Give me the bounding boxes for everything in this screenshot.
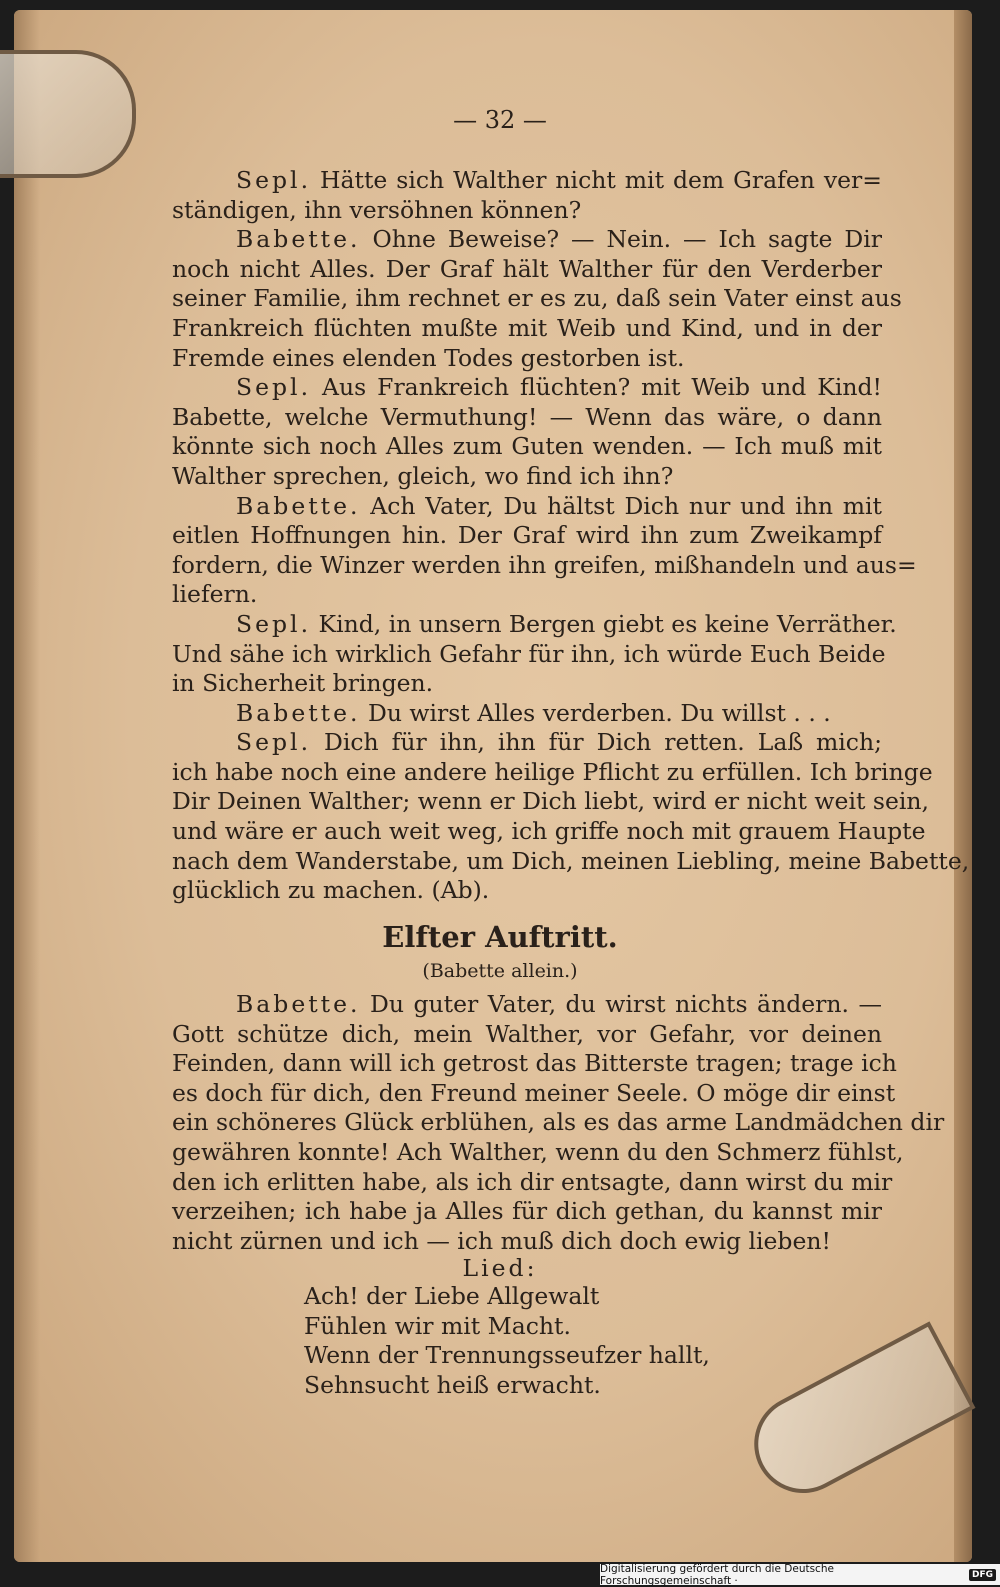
speaker-name: Sepl. bbox=[236, 609, 312, 638]
text-line bbox=[172, 462, 882, 492]
page-edge-right bbox=[954, 10, 972, 1562]
song-line: Fühlen wir mit Macht. bbox=[304, 1311, 571, 1340]
line-text: Du guter Vater, du wirst nichts ändern. — bbox=[370, 990, 882, 1018]
speaker-name: Sepl. bbox=[236, 373, 312, 402]
text-line bbox=[172, 255, 882, 285]
line-text: liefern. bbox=[172, 580, 258, 609]
dfg-logo: DFG bbox=[969, 1569, 996, 1581]
line-text: und wäre er auch weit weg, ich griffe noch mit grauem Haupte bbox=[172, 817, 926, 846]
line-text: seiner Familie, ihm rechnet er es zu, daß sein Vater einst aus bbox=[172, 284, 902, 313]
speaker-name: Sepl. bbox=[236, 166, 312, 194]
song-line: Sehnsucht heiß erwacht. bbox=[304, 1370, 601, 1399]
line-text: Dir Deinen Walther; wenn er Dich liebt, wird er nicht weit sein, bbox=[172, 787, 929, 816]
line-text: in Sicherheit bringen. bbox=[172, 669, 434, 698]
line-text: Ohne Beweise? — Nein. — Ich sagte Dir bbox=[372, 225, 882, 254]
line-text: verzeihen; ich habe ja Alles für dich gethan, du kannst mir bbox=[172, 1197, 882, 1226]
text-line bbox=[172, 1197, 882, 1227]
song-line: Wenn der Trennungsseufzer hallt, bbox=[304, 1341, 710, 1370]
text-line bbox=[172, 1078, 896, 1109]
line-text: Aus Frankreich flüchten? mit Weib und Kind! bbox=[322, 373, 882, 402]
text-line bbox=[172, 373, 882, 403]
text-line bbox=[172, 757, 933, 788]
song-lyrics bbox=[304, 1282, 710, 1400]
text-line bbox=[172, 492, 882, 522]
text-line bbox=[172, 344, 882, 374]
text-line bbox=[172, 728, 882, 758]
dialogue-block-2 bbox=[172, 990, 945, 1256]
text-line bbox=[172, 1227, 882, 1257]
stage-direction: (Babette allein.) bbox=[422, 960, 578, 982]
scene-heading: Elfter Auftritt. bbox=[382, 920, 618, 954]
line-text: ein schöneres Glück erblühen, als es das arme Landmädchen dir bbox=[172, 1108, 945, 1137]
page-shadow-left bbox=[14, 10, 40, 1562]
line-text: nicht zürnen und ich — ich muß dich doch ewig lieben! bbox=[172, 1226, 831, 1255]
line-text: ich habe noch eine andere heilige Pflicht zu erfüllen. Ich bringe bbox=[172, 757, 933, 786]
text-line bbox=[172, 1137, 904, 1168]
text-line bbox=[172, 314, 882, 344]
text-line bbox=[172, 521, 882, 551]
line-text: ständigen, ihn versöhnen können? bbox=[172, 195, 582, 224]
text-line bbox=[172, 1020, 882, 1050]
line-text: Fremde eines elenden Todes gestorben ist. bbox=[172, 343, 685, 372]
speaker-name: Babette. bbox=[236, 698, 361, 727]
song-title: Lied: bbox=[462, 1254, 538, 1282]
line-text: fordern, die Winzer werden ihn greifen, mißhandeln und aus= bbox=[172, 550, 917, 579]
line-text: glücklich zu machen. (Ab). bbox=[172, 876, 490, 905]
text-line bbox=[172, 196, 882, 226]
dialogue-block-1 bbox=[172, 166, 970, 906]
text-line bbox=[172, 1049, 897, 1079]
text-line bbox=[172, 1167, 893, 1198]
line-text: nach dem Wanderstabe, um Dich, meinen Liebling, meine Babette, bbox=[172, 846, 970, 875]
line-text: eitlen Hoffnungen hin. Der Graf wird ihn zum Zweikampf bbox=[172, 521, 882, 550]
line-text: könnte sich noch Alles zum Guten wenden. — Ich muß mit bbox=[172, 432, 882, 461]
line-text: den ich erlitten habe, als ich dir entsagte, dann wirst du mir bbox=[172, 1167, 893, 1196]
footer-text: Digitalisierung gefördert durch die Deutsche Forschungsgemeinschaft · bbox=[600, 1562, 834, 1587]
footer-bar bbox=[600, 1564, 1000, 1585]
line-text: Frankreich flüchten mußte mit Weib und Kind, und in der bbox=[172, 313, 882, 342]
line-text: Und sähe ich wirklich Gefahr für ihn, ich würde Euch Beide bbox=[172, 639, 886, 668]
text-line bbox=[172, 876, 882, 906]
text-line bbox=[172, 1108, 945, 1138]
line-text: Kind, in unsern Bergen giebt es keine Verräther. bbox=[318, 609, 897, 638]
text-line bbox=[172, 403, 882, 433]
line-text: Ach Vater, Du hältst Dich nur und ihn mit bbox=[370, 491, 882, 520]
speaker-name: Babette. bbox=[236, 990, 361, 1018]
text-line bbox=[172, 166, 882, 196]
text-line bbox=[172, 846, 970, 877]
text-line bbox=[172, 284, 902, 314]
line-text: Gott schütze dich, mein Walther, vor Gefahr, vor deinen bbox=[172, 1019, 882, 1048]
text-line bbox=[172, 787, 929, 817]
text-line bbox=[172, 699, 882, 729]
line-text: Feinden, dann will ich getrost das Bitterste tragen; trage ich bbox=[172, 1049, 897, 1078]
text-line bbox=[172, 432, 882, 462]
text-line bbox=[172, 609, 897, 640]
text-line bbox=[172, 669, 882, 699]
speaker-name: Sepl. bbox=[236, 728, 312, 757]
text-line bbox=[172, 817, 926, 847]
line-text: gewähren konnte! Ach Walther, wenn du den Schmerz fühlst, bbox=[172, 1137, 904, 1166]
line-text: Babette, welche Vermuthung! — Wenn das wäre, o dann bbox=[172, 402, 882, 431]
speaker-name: Babette. bbox=[236, 491, 361, 520]
speaker-name: Babette. bbox=[236, 225, 361, 254]
line-text: Du wirst Alles verderben. Du willst . . . bbox=[367, 698, 831, 727]
line-text: Dich für ihn, ihn für Dich retten. Laß mich; bbox=[324, 728, 882, 757]
line-text: es doch für dich, den Freund meiner Seele. O möge dir einst bbox=[172, 1078, 896, 1107]
text-line bbox=[172, 580, 882, 610]
text-line bbox=[172, 550, 917, 581]
text-line bbox=[172, 990, 882, 1020]
text-line bbox=[172, 639, 886, 670]
line-text: Hätte sich Walther nicht mit dem Grafen ver= bbox=[320, 166, 882, 194]
text-line bbox=[172, 225, 882, 255]
page-number: — 32 — bbox=[453, 106, 547, 134]
song-line: Ach! der Liebe Allgewalt bbox=[304, 1282, 600, 1310]
line-text: noch nicht Alles. Der Graf hält Walther für den Verderber bbox=[172, 254, 882, 283]
line-text: Walther sprechen, gleich, wo find ich ihn? bbox=[172, 461, 674, 490]
